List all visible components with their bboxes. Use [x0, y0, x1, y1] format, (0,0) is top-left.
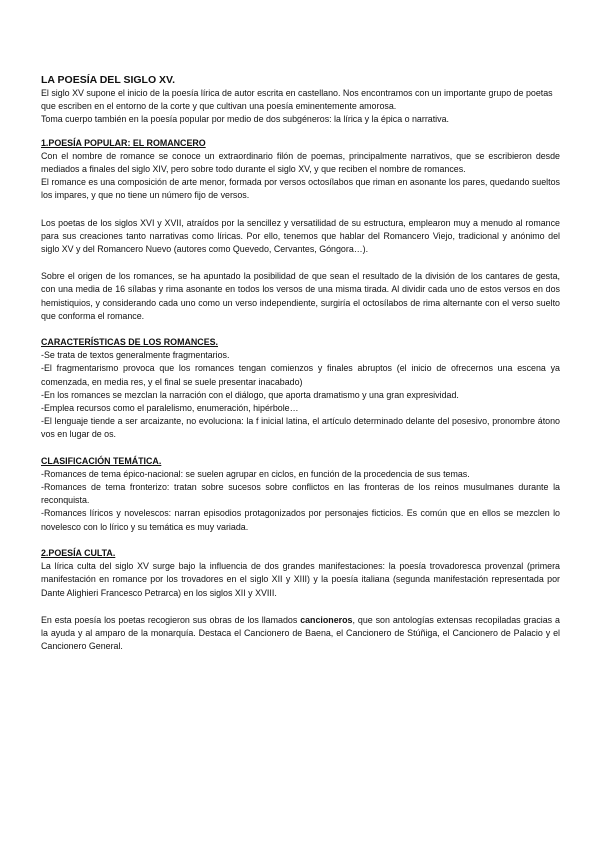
intro-paragraph-1: El siglo XV supone el inicio de la poesía lírica de autor escrita en castellano. Nos encontramos con un importante grupo de poetas que escriben en el entorno de la corte y que cultivan una poesía eminentemente amorosa.	[41, 88, 553, 112]
paragraph-text-before: En esta poesía los poetas recogieron sus obras de los llamados	[41, 614, 301, 625]
paragraph-text-after: , que son antologías extensas recopiladas gracias a la ayuda y al amparo de la monarquía. Destaca el Cancionero de Baena, el Cancionero de Stúñiga, el Cancionero de Palacio y el Cancionero General.	[41, 614, 560, 652]
caracteristica-item: -Emplea recursos como el paralelismo, enumeración, hipérbole…	[41, 403, 299, 414]
caracteristica-item: -El fragmentarismo provoca que los romances tengan comienzos y finales abruptos (el inicio de ofrecernos una escena ya comenzada, en media res, y el final se suele presentar inacabado)	[41, 363, 560, 387]
bold-term-cancioneros: cancioneros	[300, 614, 353, 625]
document-title: LA POESÍA DEL SIGLO XV.	[41, 74, 176, 86]
poesia-culta-paragraph-1: La lírica culta del siglo XV surge bajo la influencia de dos grandes manifestaciones: la poesía trovadoresca provenzal (primera manifestación en romance por los trovadores en el siglo XII y XIII) y la poesía italiana (segunda manifestación representada por Dante Alighieri Francesco Petrarca) en los siglos XII y XVIII.	[41, 561, 560, 598]
caracteristica-item: -Se trata de textos generalmente fragmentarios.	[41, 350, 230, 361]
clasificacion-item: -Romances de tema fronterizo: tratan sobre sucesos sobre conflictos en las fronteras de los reinos musulmanes durante la reconquista.	[41, 482, 560, 506]
caracteristica-item: -El lenguaje tiende a ser arcaizante, no evoluciona: la f inicial latina, el artículo determinado delante del posesivo, pronombre átono vos en lugar de os.	[41, 416, 560, 440]
romancero-paragraph-1: Con el nombre de romance se conoce un extraordinario filón de poemas, principalmente narrativos, que se escribieron desde mediados a finales del siglo XIV, pero sobre todo durante el siglo XV, y que reciben el nombre de romances.	[41, 150, 560, 175]
section-heading-romancero: 1.POESÍA POPULAR: EL ROMANCERO	[41, 137, 206, 148]
clasificacion-item: -Romances de tema épico-nacional: se suelen agrupar en ciclos, en función de la procedencia de sus temas.	[41, 468, 470, 479]
romancero-paragraph-3: Los poetas de los siglos XVI y XVII, atraídos por la sencillez y versatilidad de su estructura, emplearon muy a menudo al romance para sus creaciones tanto narrativas como líricas. Por ello, tenemos que hablar del Romancero Viejo, tradicional y anónimo del siglo XV y del Romancero Nuevo (autores como Quevedo, Cervantes, Góngora…).	[41, 217, 560, 255]
romancero-paragraph-2: El romance es una composición de arte menor, formada por versos octosílabos que riman en asonante los pares, quedando sueltos los impares, y que no tiene un número fijo de versos.	[41, 177, 560, 201]
intro-paragraph-2: Toma cuerpo también en la poesía popular por medio de dos subgéneros: la lírica y la épica o narrativa.	[41, 114, 449, 125]
romancero-paragraph-4: Sobre el origen de los romances, se ha apuntado la posibilidad de que sean el resultado de la división de los cantares de gesta, con una media de 16 sílabas y rima asonante en todos los versos de una misma tirada. Al dividir cada uno de estos versos en dos hemistiquios, y considerando cada uno como un verso independiente, surgiría el octosílabos de rima alternante con el verso suelto que conforma el romance.	[41, 271, 560, 321]
section-heading-caracteristicas: CARACTERÍSTICAS DE LOS ROMANCES.	[41, 337, 219, 348]
section-heading-poesia-culta: 2.POESÍA CULTA.	[41, 547, 116, 558]
clasificacion-item: -Romances líricos y novelescos: narran episodios protagonizados por personajes ficticios. Es común que en ellos se mezclen lo novelesco con lo lírico y su temática es muy variada.	[41, 508, 560, 532]
caracteristica-item: -En los romances se mezclan la narración con el diálogo, que aporta dramatismo y una gran expresividad.	[41, 389, 459, 400]
poesia-culta-paragraph-2	[41, 614, 560, 654]
section-heading-clasificacion: CLASIFICACIÓN TEMÁTICA.	[41, 455, 162, 466]
